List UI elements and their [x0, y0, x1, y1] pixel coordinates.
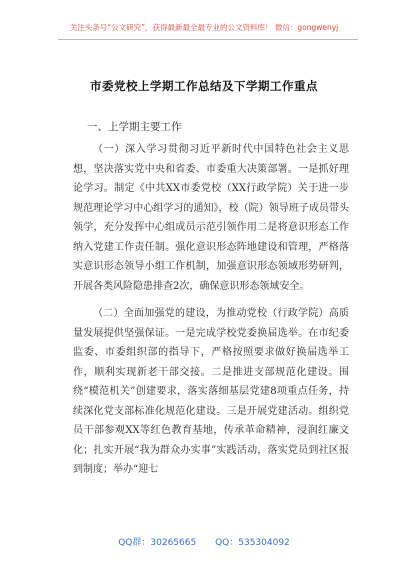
footer-contact	[0, 535, 408, 548]
section-heading: 一、上学期主要工作	[87, 121, 182, 133]
paragraph-1: （一）深入学习贯彻习近平新时代中国特色社会主义思想，坚决落实党中央和省委、市委重大决策部署。一是抓好理论学习。制定《中共XX市委党校（XX行政学院）关于进一步规范理论学习中心组学习的通知》，校（院）领导班子成员带头领学，充分发挥中心组成员示范引领作用二是将意识形态工作纳入党建工作责任制。强化意识形态阵地建设和管理，严格落实意识形态领导小组工作机制，加强意识形态领域形势研判，开展各类风险隐患排查2次，确保意识形态领域安全。	[73, 144, 349, 292]
footer-qq-group: QQ群：30265665	[118, 538, 197, 548]
header-notice: 关注头条号“公文研究”，获得最新最全最专业的公文资料库！ 微信：gongwenyj	[69, 23, 339, 32]
document-title: 市委党校上学期工作总结及下学期工作重点	[90, 79, 318, 93]
paragraph-2: （二）全面加强党的建设，为推动党校（行政学院）高质量发展提供坚强保证。一是完成学校党委换届选举。在市纪委监委、市委组织部的指导下，严格按照要求做好换届选举工作，顺利实现新老干部交接。二是推进支部规范化建设。围绕“模范机关”创建要求，落实落细基层党建8项重点任务，持续深化党支部标准化规范化建设。三是开展党建活动。组织党员干部参观XX等红色教育基地，传承革命精神，浸润红廉文化；扎实开展“我为群众办实事”实践活动，落实党员到社区报到制度；举办“迎七	[73, 308, 349, 475]
header-divider	[58, 39, 358, 40]
footer-qq: QQ：535304092	[215, 538, 290, 548]
document-body	[73, 118, 349, 488]
